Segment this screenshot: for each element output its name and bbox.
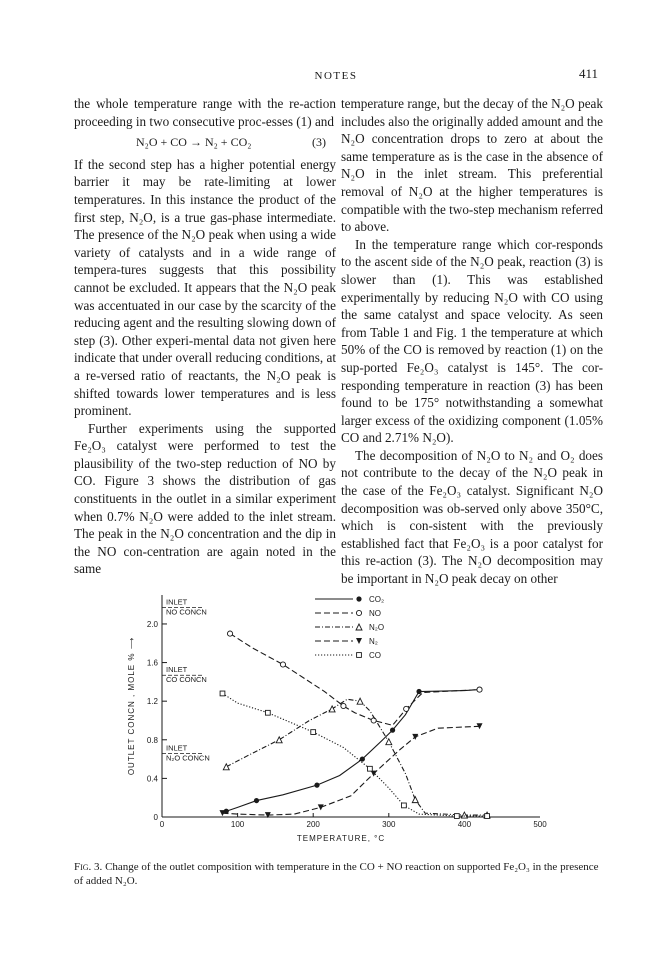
series-n2o-line [226,699,487,815]
inlet-label: INLET [166,665,188,675]
inlet-sublabel: NO CONCN [166,607,207,617]
paragraph: the whole temperature range with the re-action proceeding in two consecutive proc-esses (1) and [74,96,336,129]
series-no-point [371,718,376,723]
figure-caption [74,860,602,888]
x-tick-label: 200 [306,820,320,829]
series-n2o-point [357,698,363,704]
page-number: 411 [578,66,598,81]
series-co-point [265,710,270,715]
legend-marker-series-no [356,610,361,615]
series-no-point [227,631,232,636]
paragraph: The decomposition of N₂O to N₂ and O₂ does not contribute to the decay of the N₂O peak in the case of the Fe₂O₃ catalyst. Significant N₂O decomposition was ob-served only above 350°C, which is con-sistent with the previously established fact that Fe₂O₃ is a poor catalyst for this re-action (3). The N₂O decomposition may be important in N₂O peak decay on other [341,447,603,587]
series-n2o-point [412,797,418,803]
equation-body: N₂O + CO → N₂ + CO₂ [136,135,252,150]
legend-marker-series-co [357,653,362,658]
y-tick-label: 1.6 [146,658,158,668]
series-co2-point [360,756,365,761]
y-tick-label: 0.8 [146,735,158,745]
series-co-point [311,730,316,735]
series-n2-point [412,734,418,740]
series-co2-point [314,783,319,788]
caption-text: Change of the outlet composition with temperature in the CO + NO reaction on supported Fe₂O₃ in the presence of added N₂O. [74,861,599,887]
legend-label-series-n2o: N₂O [369,623,385,632]
paragraph: In the temperature range which cor-responds to the ascent side of the N₂O peak, reaction (3) is slower than (1). This was established experimentally by reducing N₂O with CO using the same catalyst and space velocity. As seen from Table 1 and Fig. 1 the temperature at which 50% of the CO is removed by reaction (1) on the sup-ported Fe₂O₃ catalyst is 145°. The cor-responding temperature in reaction (3) has been found to be 175° notwithstanding a somewhat larger excess of the oxidizing component (1.05% CO and 2.71% N₂O). [341,236,603,446]
y-tick-label: 0.4 [146,774,158,784]
series-n2o-point [223,764,229,770]
x-tick-label: 400 [457,820,472,829]
inlet-sublabel: CO CONCN [166,675,207,685]
series-no-point [404,706,409,711]
x-tick-label: 0 [159,820,165,829]
series-co2-point [390,728,395,733]
series-co-point [368,766,373,771]
series-n2o-point [386,739,392,745]
legend-marker-series-co2 [356,596,361,601]
legend-label-series-co: CO [369,651,381,660]
legend-label-series-n2: N₂ [369,637,378,646]
inlet-label: INLET [166,743,188,753]
series-co2-line [226,690,479,812]
legend-marker-series-n2 [356,638,362,644]
inlet-sublabel: N₂O CONCN [166,753,210,763]
x-axis-label: TEMPERATURE, °C [296,834,386,843]
inlet-label: INLET [166,597,188,607]
y-tick-label: 2.0 [146,619,158,629]
paragraph: temperature range, but the decay of the N₂O peak includes also the originally added amount and the N₂O concentration drops to zero at about the same temperature as is the case in the absence of N₂O in the inlet stream. This preferential removal of N₂O at the higher temperatures is compatible with the two-step mechanism referred to above. [341,96,603,235]
x-tick-label: 300 [382,820,396,829]
series-no-point [280,662,285,667]
x-tick-label: 100 [230,820,245,829]
series-co-point [485,814,490,819]
y-tick-label: 0 [153,813,158,822]
legend-marker-series-n2o [356,624,362,630]
series-n2-point [318,804,324,810]
paragraph: If the second step has a higher potential energy barrier it may be rate-limiting at lower temperatures. In this instance the product of the first step, N₂O, is a true gas-phase intermediate. The presence of the N₂O peak when using a wide variety of catalysts and in a wide range of tempera-tures suggests that this possibility cannot be excluded. It appears that the N₂O peak was accentuated in our case by the scarcity of the reducing agent and the resulting slowing down of step (3). Other experi-mental data not given here indicate that under overall reducing conditions, at a re-versed ratio of reactants, the N₂O peak is shifted towards lower temperatures and is less prominent. [74,156,336,419]
figure-3-chart [120,585,560,855]
running-header: NOTES [314,70,358,82]
series-co-line [222,693,487,816]
series-n2-line [222,726,479,815]
series-n2o-point [276,737,282,743]
equation [74,130,336,156]
y-tick-label: 1.2 [146,697,158,707]
y-axis-label: OUTLET CONCN , MOLE % ⟶ [127,636,136,776]
legend-label-series-co2: CO₂ [369,595,385,604]
caption-label: Fig. 3. [74,861,103,873]
x-tick-label: 500 [533,820,547,829]
equation-number: (3) [312,135,326,150]
left-column [74,95,336,578]
right-column [341,95,603,588]
series-no-point [341,703,346,708]
series-co-point [454,814,459,819]
series-co-point [220,691,225,696]
series-co2-point [254,798,259,803]
series-no-point [477,687,482,692]
series-co-point [402,803,407,808]
series-n2o-point [329,706,335,712]
paragraph: Further experiments using the supported Fe₂O₃ catalyst were performed to test the plausibility of the two-step reduction of NO by CO. Figure 3 shows the distribution of gas constituents in the outlet in a similar experiment when 0.7% N₂O were added to the inlet stream. The peak in the N₂O concentration and the dip in the NO con-centration are again noted in the same [74,420,336,577]
legend-label-series-no: NO [369,609,381,618]
series-co2-point [416,689,421,694]
